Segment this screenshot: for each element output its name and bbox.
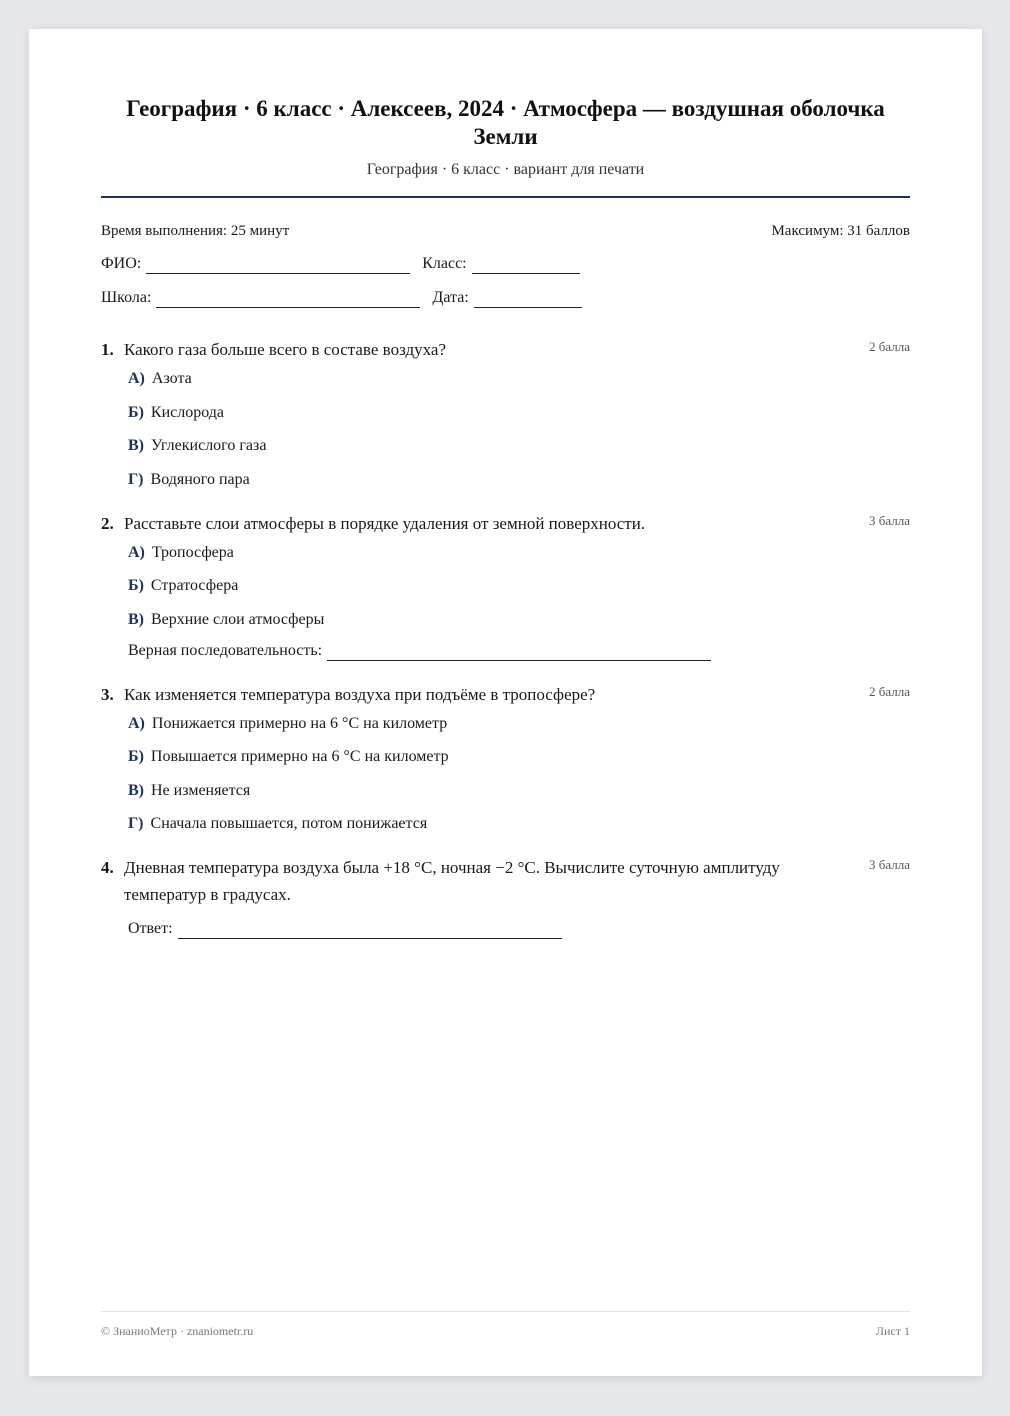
fio-label: ФИО:	[101, 255, 142, 272]
option-item[interactable]	[128, 781, 910, 801]
option-text: Азота	[151, 370, 192, 387]
footer-copyright: © ЗнаниоМетр · znaniometr.ru	[101, 1324, 254, 1338]
option-text: Повышается примерно на 6 °С на километр	[150, 748, 449, 765]
school-label: Школа:	[101, 289, 152, 306]
option-list	[128, 714, 910, 835]
option-letter: Б)	[128, 403, 144, 421]
option-letter: Б)	[128, 748, 144, 765]
school-date-row	[101, 288, 910, 308]
option-item[interactable]	[128, 576, 910, 596]
option-list	[128, 369, 910, 490]
fio-blank[interactable]	[146, 259, 410, 274]
option-letter: А)	[128, 714, 145, 732]
question-points: 3 балла	[869, 512, 910, 528]
option-letter: А)	[128, 370, 145, 387]
date-blank[interactable]	[474, 293, 582, 308]
option-item[interactable]	[128, 747, 910, 767]
page-footer	[101, 1311, 910, 1339]
time-limit: Время выполнения: 25 минут	[101, 223, 290, 239]
option-text: Тропосфера	[151, 543, 234, 561]
option-letter: А)	[128, 543, 145, 561]
option-text: Водяного пара	[150, 470, 250, 488]
school-blank[interactable]	[156, 293, 420, 308]
option-text: Стратосфера	[150, 577, 239, 594]
question-4	[101, 854, 910, 939]
date-label: Дата:	[432, 289, 469, 306]
question-points: 3 балла	[869, 857, 910, 872]
option-item[interactable]	[128, 436, 910, 456]
question-1	[101, 336, 910, 490]
option-text: Понижается примерно на 6 °С на километр	[151, 714, 448, 732]
question-2	[101, 510, 910, 661]
worksheet-content	[101, 95, 910, 959]
option-text: Углекислого газа	[151, 437, 267, 454]
option-text: Кислорода	[150, 403, 225, 421]
sequence-answer-row	[128, 641, 910, 661]
option-item[interactable]	[128, 714, 910, 734]
class-blank[interactable]	[472, 259, 580, 274]
option-letter: В)	[128, 781, 144, 799]
max-score: Максимум: 31 баллов	[771, 223, 910, 239]
option-item[interactable]	[128, 543, 910, 563]
option-item[interactable]	[128, 814, 910, 834]
option-text: Сначала повышается, потом понижается	[150, 815, 428, 832]
option-list	[128, 543, 910, 630]
option-item[interactable]	[128, 610, 910, 630]
page-title: География · 6 класс · Алексеев, 2024 · Атмосфера — воздушная оболочка Земли	[126, 96, 885, 149]
question-number: 4.	[101, 858, 114, 877]
question-text: Как изменяется температура воздуха при подъёме в тропосфере?	[124, 684, 596, 704]
option-text: Верхние слои атмосферы	[151, 610, 325, 628]
answer-label: Ответ:	[128, 920, 173, 937]
fio-class-row	[101, 254, 910, 274]
option-item[interactable]	[128, 369, 910, 389]
option-item[interactable]	[128, 403, 910, 423]
option-letter: Г)	[128, 470, 144, 488]
class-label: Класс:	[422, 255, 467, 272]
option-letter: Б)	[128, 577, 144, 594]
question-text: Какого газа больше всего в составе воздуха?	[124, 340, 446, 359]
question-list	[101, 336, 910, 939]
sequence-answer-label: Верная последовательность:	[128, 641, 323, 659]
header-divider	[101, 196, 910, 198]
page-number: Лист 1	[875, 1324, 910, 1338]
option-letter: В)	[128, 610, 144, 628]
option-letter: В)	[128, 437, 144, 454]
option-item[interactable]	[128, 470, 910, 490]
question-number: 3.	[101, 684, 114, 704]
question-number: 1.	[101, 340, 114, 359]
question-text: Дневная температура воздуха была +18 °С, ночная −2 °С. Вычислите суточную амплитуду температур в градусах.	[124, 858, 780, 904]
sequence-answer-blank[interactable]	[327, 646, 711, 661]
question-points: 2 балла	[869, 683, 910, 699]
page-subtitle: География · 6 класс · вариант для печати	[366, 161, 645, 178]
question-text: Расставьте слои атмосферы в порядке удаления от земной поверхности.	[124, 513, 646, 533]
answer-blank[interactable]	[178, 924, 562, 939]
answer-row	[128, 919, 910, 939]
question-3	[101, 681, 910, 835]
question-number: 2.	[101, 513, 114, 533]
option-text: Не изменяется	[151, 781, 251, 799]
worksheet-page	[29, 29, 982, 1376]
meta-row	[101, 222, 910, 240]
option-letter: Г)	[128, 815, 144, 832]
question-points: 2 балла	[869, 339, 910, 354]
